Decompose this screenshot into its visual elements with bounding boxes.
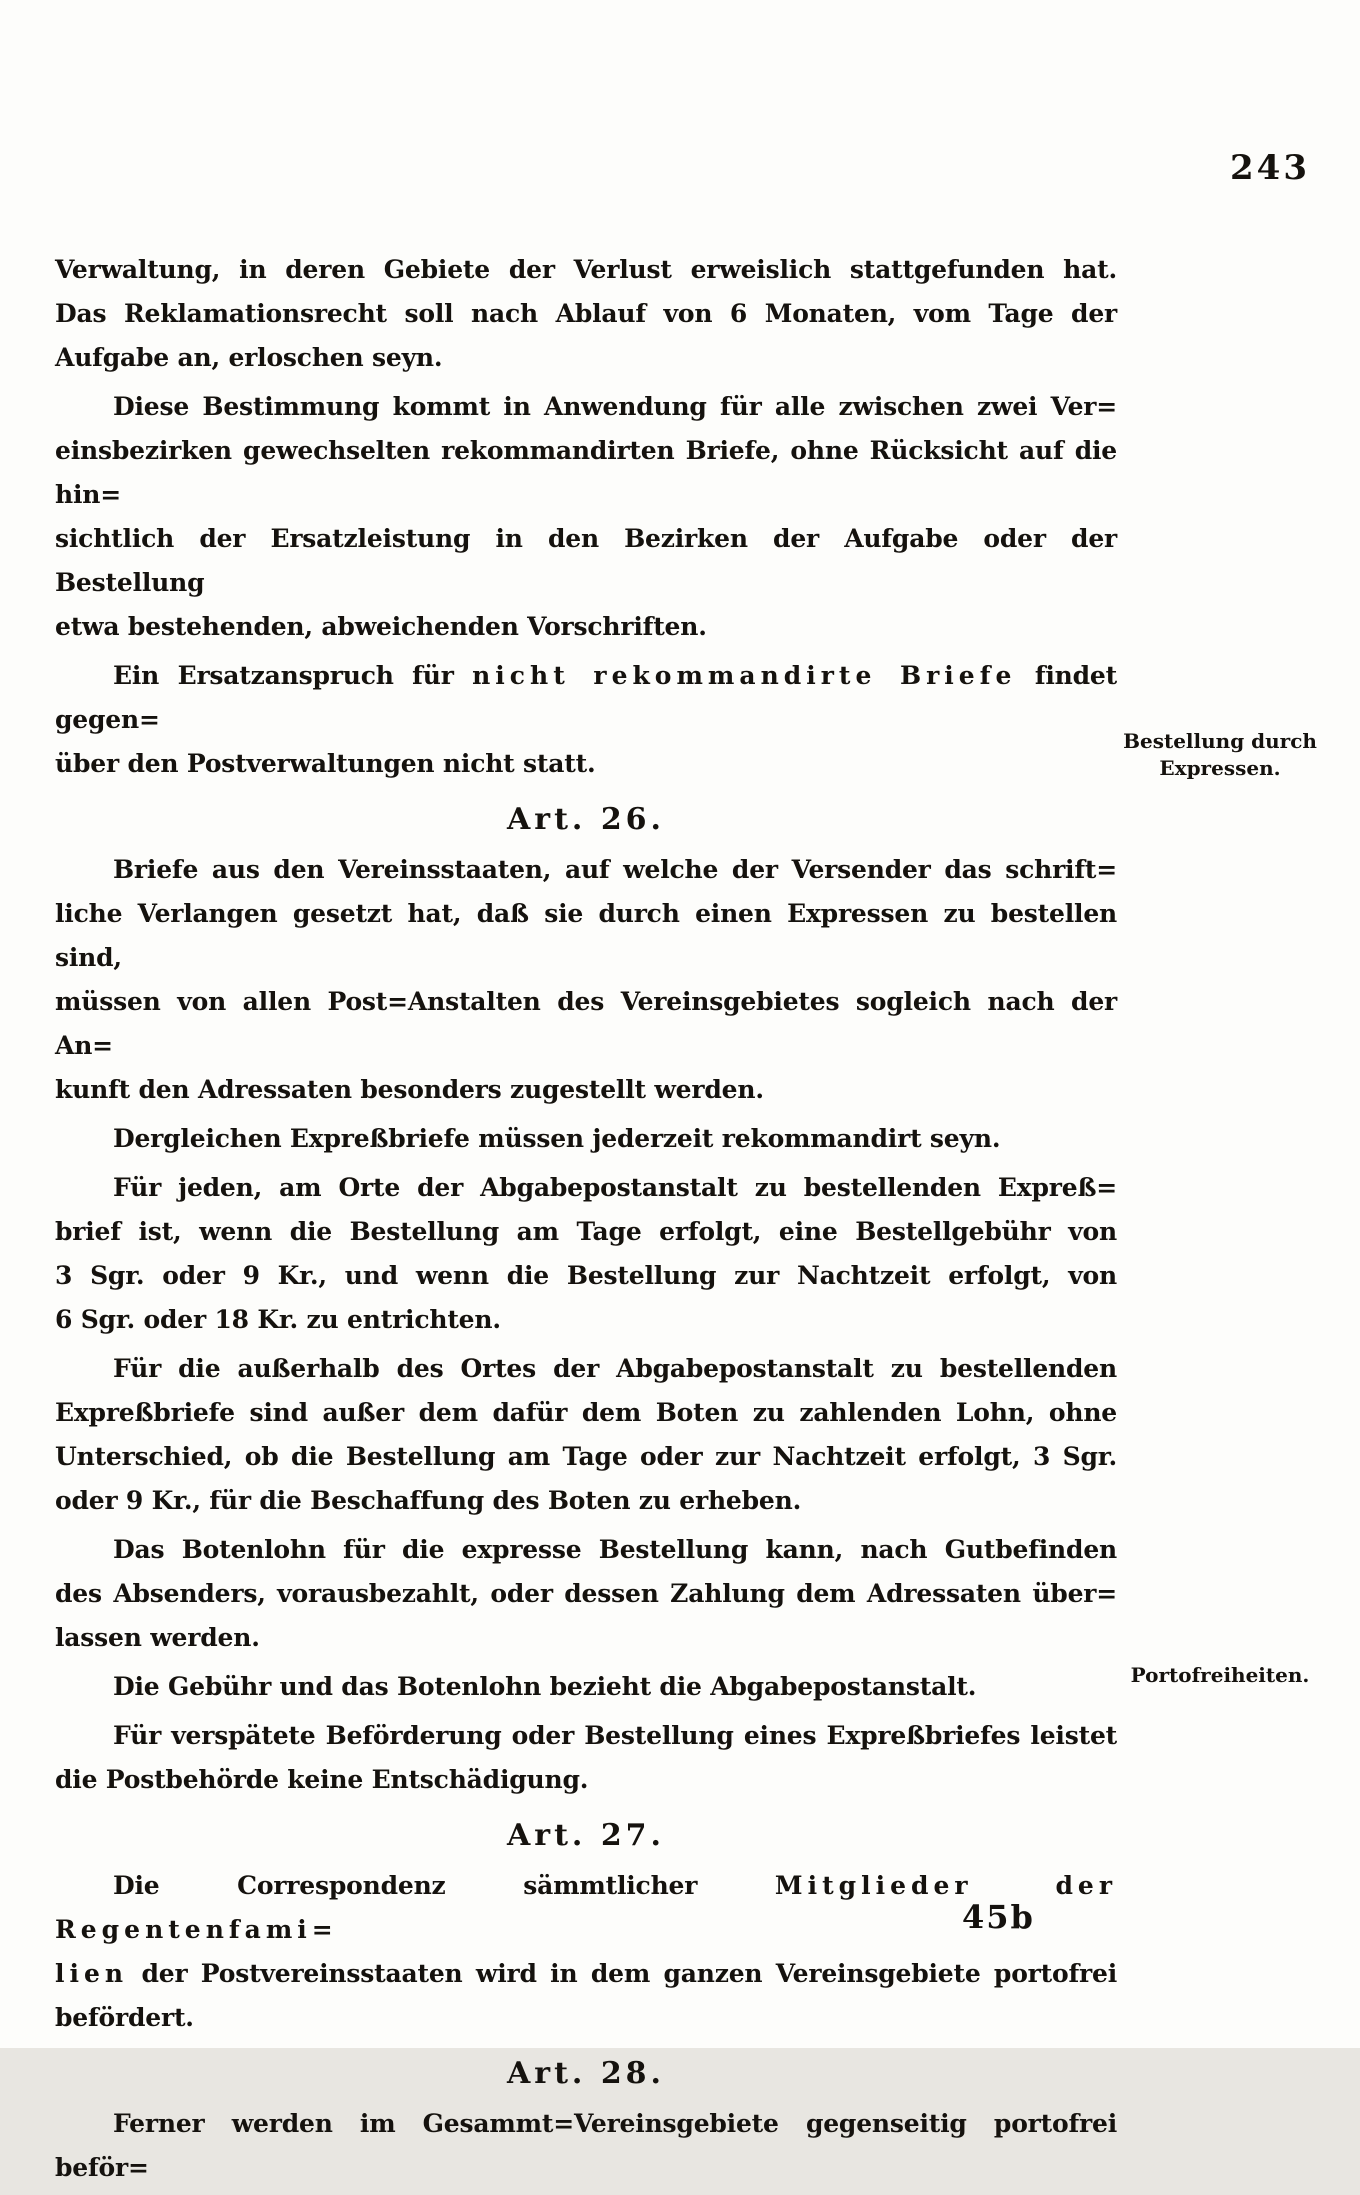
text-line	[55, 654, 1117, 742]
text-line: etwa bestehenden, abweichenden Vorschriften.	[55, 612, 707, 641]
text-line	[55, 1864, 1117, 1952]
text-line: Expreßbriefe sind außer dem dafür dem Boten zu zahlenden Lohn, ohne	[55, 1398, 1117, 1427]
margin-note-portofreiheiten: Portofreiheiten.	[1130, 1663, 1310, 1687]
text-line: einsbezirken gewechselten rekommandirten Briefe, ohne Rücksicht auf die hin=	[55, 436, 1117, 509]
text-line	[55, 1952, 1117, 1996]
text-line: 6 Sgr. oder 18 Kr. zu entrichten.	[55, 1305, 501, 1334]
main-text-column	[55, 248, 1117, 2195]
paragraph-botenlohn-zahlung	[55, 1528, 1117, 1660]
paragraph-entschaedigung	[55, 1714, 1117, 1802]
paragraph-bestimmung	[55, 385, 1117, 649]
text-line: Ferner werden im Gesammt=Vereinsgebiete gegenseitig portofrei beför=	[55, 2109, 1117, 2182]
paragraph-botenlohn-ausserhalb	[55, 1347, 1117, 1523]
paragraph-gebuehr	[55, 1665, 1117, 1709]
text-line: brief ist, wenn die Bestellung am Tage erfolgt, eine Bestellgebühr von	[55, 1217, 1117, 1246]
text-line: Briefe aus den Vereinsstaaten, auf welche der Versender das schrift=	[113, 855, 1117, 884]
emphasized-text: Mitglieder der Regentenfami=	[55, 1871, 1117, 1944]
emphasized-text: nicht rekommandirte Briefe	[472, 661, 1017, 690]
text-line: Das Botenlohn für die expresse Bestellung kann, nach Gutbefinden	[113, 1535, 1117, 1564]
text-line: Verwaltung, in deren Gebiete der Verlust erweislich stattgefunden hat.	[55, 255, 1117, 284]
margin-note-line: Expressen.	[1159, 756, 1281, 780]
article-heading-28: Art. 28.	[506, 2056, 666, 2091]
text-line: müssen von allen Post=Anstalten des Vereinsgebietes sogleich nach der An=	[55, 987, 1117, 1060]
text-segment: Ein Ersatzanspruch für	[113, 661, 473, 690]
text-segment: Die Correspondenz sämmtlicher	[113, 1871, 775, 1900]
paragraph-rekommandirt	[55, 1117, 1117, 1161]
margin-note-bestellung-durch-expressen	[1122, 728, 1318, 782]
text-line: kunft den Adressaten besonders zugestellt werden.	[55, 1075, 764, 1104]
text-line: sichtlich der Ersatzleistung in den Bezirken der Aufgabe oder der Bestellung	[55, 524, 1117, 597]
text-line: Für jeden, am Orte der Abgabepostanstalt zu bestellenden Expreß=	[113, 1173, 1117, 1202]
margin-note-line: Bestellung durch	[1123, 729, 1317, 753]
text-line: Für die außerhalb des Ortes der Abgabepostanstalt zu bestellenden	[113, 1354, 1117, 1383]
text-segment: der Postvereinsstaaten wird in dem ganzen Vereinsgebiete portofrei	[128, 1959, 1117, 1988]
paragraph-ferner	[55, 2102, 1117, 2190]
article-heading-26: Art. 26.	[506, 802, 666, 837]
text-line: über den Postverwaltungen nicht statt.	[55, 749, 596, 778]
text-line: Unterschied, ob die Bestellung am Tage oder zur Nachtzeit erfolgt, 3 Sgr.	[55, 1442, 1117, 1471]
text-line: befördert.	[55, 2003, 194, 2032]
text-line: lassen werden.	[55, 1623, 260, 1652]
text-line: 3 Sgr. oder 9 Kr., und wenn die Bestellung zur Nachtzeit erfolgt, von	[55, 1261, 1117, 1290]
signature-mark: 45b	[962, 1898, 1035, 1936]
article-heading-27: Art. 27.	[506, 1818, 666, 1853]
text-line: Aufgabe an, erloschen seyn.	[55, 343, 443, 372]
text-line: oder 9 Kr., für die Beschaffung des Boten zu erheben.	[55, 1486, 802, 1515]
paragraph-expressbriefe	[55, 848, 1117, 1112]
text-segment: findet gegen=	[55, 661, 1117, 734]
page-number: 243	[1230, 148, 1310, 188]
text-line: Die Gebühr und das Botenlohn bezieht die Abgabepostanstalt.	[113, 1672, 977, 1701]
paragraph-ersatzanspruch	[55, 654, 1117, 786]
text-line: Diese Bestimmung kommt in Anwendung für alle zwischen zwei Ver=	[113, 392, 1117, 421]
text-line: Das Reklamationsrecht soll nach Ablauf von 6 Monaten, vom Tage der	[55, 299, 1117, 328]
text-line: die Postbehörde keine Entschädigung.	[55, 1765, 589, 1794]
emphasized-text: lien	[55, 1959, 129, 1988]
text-line: Dergleichen Expreßbriefe müssen jederzeit rekommandirt seyn.	[113, 1124, 1001, 1153]
paragraph-regentenfamilien	[55, 1864, 1117, 2040]
paragraph-bestellgebuehr	[55, 1166, 1117, 1342]
text-line: des Absenders, vorausbezahlt, oder dessen Zahlung dem Adressaten über=	[55, 1579, 1117, 1608]
paragraph-continuation	[55, 248, 1117, 380]
text-line: Für verspätete Beförderung oder Bestellung eines Expreßbriefes leistet	[113, 1721, 1117, 1750]
text-line: liche Verlangen gesetzt hat, daß sie durch einen Expressen zu bestellen sind,	[55, 899, 1117, 972]
